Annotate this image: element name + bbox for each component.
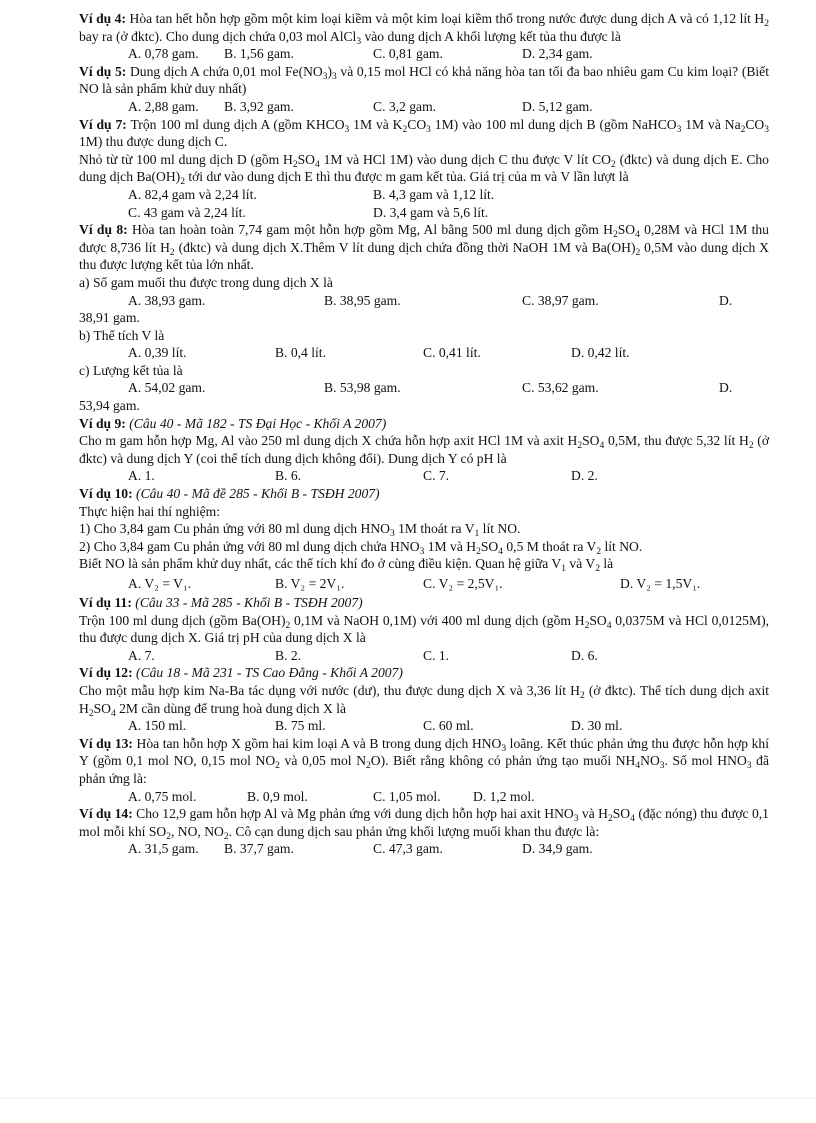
option-b: B. V₂ = 2V₁.	[275, 576, 345, 591]
example-label: Ví dụ 4:	[79, 11, 127, 26]
option-d: D. 2.	[571, 468, 598, 484]
option-b: B. 38,95 gam.	[324, 292, 401, 308]
option-d: D. 34,9 gam.	[522, 841, 593, 857]
example-9	[79, 415, 769, 433]
option-d: D. 0,42 lít.	[571, 345, 630, 361]
option-d: D.	[719, 380, 733, 396]
option-a: A. 31,5 gam.	[128, 841, 199, 857]
source-note: (Câu 40 - Mã đề 285 - Khối B - TSĐH 2007)	[132, 486, 380, 502]
option-a: A. 38,93 gam.	[128, 292, 206, 308]
option-d: D. 3,4 gam và 5,6 lít.	[373, 204, 489, 220]
options-row	[79, 379, 769, 397]
option-b: B. 37,7 gam.	[224, 841, 294, 857]
options-row	[79, 344, 769, 362]
option-c: C. 1.	[423, 647, 450, 663]
example-label: Ví dụ 12:	[79, 665, 133, 681]
option-a: A. 7.	[128, 647, 155, 663]
option-d: D. 6.	[571, 647, 598, 663]
options-row	[79, 292, 769, 310]
option-c: C. 7.	[423, 468, 450, 484]
option-c: C. 47,3 gam.	[373, 841, 443, 857]
option-d: D.	[719, 292, 733, 308]
option-a: A. 0,75 mol.	[128, 788, 197, 804]
option-b: B. 0,4 lít.	[275, 345, 326, 361]
option-b: B. 75 ml.	[275, 718, 326, 734]
page-footer-rule	[0, 1098, 816, 1099]
example-label: Ví dụ 10:	[79, 486, 133, 502]
options-row	[79, 204, 769, 222]
option-c: C. 43 gam và 2,24 lít.	[128, 204, 246, 220]
example-label: Ví dụ 5:	[79, 63, 127, 79]
option-b: B. 1,56 gam.	[224, 46, 294, 62]
option-d-wrap: 38,91 gam.	[79, 310, 140, 326]
option-b: B. 53,98 gam.	[324, 380, 401, 396]
question-a: a) Số gam muối thu được trong dung dịch X là	[79, 274, 333, 290]
option-c: C. 53,62 gam.	[522, 380, 599, 396]
source-note: (Câu 18 - Mã 231 - TS Cao Đẳng - Khối A 2007)	[132, 665, 403, 681]
example-label: Ví dụ 13:	[79, 735, 133, 751]
options-row	[79, 840, 769, 858]
option-c: C. 1,05 mol.	[373, 788, 441, 804]
experiment-2: 2) Cho 3,84 gam Cu phản ứng với 80 ml dung dịch chứa $HNO_3$ 1M và $H_2SO_4$ 0,5 M thoát ra $V_2$ lít NO.	[79, 538, 643, 557]
options-row	[79, 467, 769, 485]
options-row	[79, 647, 769, 665]
relation-question: Biết NO là sản phẩm khử duy nhất, các thể tích khí đo ở cùng điều kiện. Quan hệ giữa $V_1$ và $V_2$ là	[79, 556, 614, 575]
example-label: Ví dụ 8:	[79, 222, 128, 238]
example-4: Ví dụ 4: Hòa tan hết hỗn hợp gồm một kim loại kiềm và một kim loại kiềm thổ trong nước được dung dịch A và có 1,12 lít $H_2$ bay ra (ở đktc). Cho dung dịch chứa 0,03 mol AlCl$_3$ vào dung dịch A khối lượng kết tủa thu được là	[79, 11, 769, 47]
option-a: A. 1.	[128, 468, 155, 484]
option-b: B. 6.	[275, 468, 302, 484]
option-a: A. 0,39 lít.	[128, 345, 187, 361]
option-a: A. 150 ml.	[128, 718, 187, 734]
options-row	[79, 98, 769, 116]
source-note: (Câu 33 - Mã 285 - Khối B - TSĐH 2007)	[131, 595, 363, 610]
intro-line: Thực hiện hai thí nghiệm:	[79, 503, 221, 519]
source-note: (Câu 40 - Mã 182 - TS Đại Học - Khối A 2007)	[125, 415, 387, 431]
option-b: B. 0,9 mol.	[247, 788, 308, 804]
option-c: C. 0,41 lít.	[423, 345, 481, 361]
options-row	[79, 186, 769, 204]
example-13: Ví dụ 13: Hòa tan hỗn hợp X gồm hai kim loại A và B trong dung dịch $HNO_3$ loãng. Kết thúc phản ứng thu được hỗn hợp khí Y (gồm 0,1 mol NO, 0,15 mol $NO_2$ và 0,05 mol $N_2O$). Biết rằng không có phản ứng tạo muối $NH_4NO_3$. Số mol $HNO_3$ đã phản ứng là:	[79, 735, 769, 786]
options-row	[79, 717, 769, 735]
question-b: b) Thể tích V là	[79, 327, 165, 343]
option-d: D. 1,2 mol.	[473, 788, 535, 804]
example-11	[79, 594, 769, 612]
option-a: A. 82,4 gam và 2,24 lít.	[128, 186, 257, 202]
option-b: B. 4,3 gam và 1,12 lít.	[373, 186, 495, 202]
option-a: A. 2,88 gam.	[128, 98, 199, 114]
option-a: A. V₂ = V₁.	[128, 576, 192, 591]
option-a: A. 0,78 gam.	[128, 46, 199, 62]
option-b: B. 2.	[275, 647, 302, 663]
example-7-part-2: Nhỏ từ từ 100 ml dung dịch D (gồm $H_2SO_4$ 1M và HCl 1M) vào dung dịch C thu được V lít $CO_2$ (đktc) và dung dịch E. Cho dung dịch $Ba(OH)_2$ tới dư vào dung dịch E thì thu được m gam kết tủa. Giá trị của m và V lần lượt là	[79, 151, 769, 188]
option-d-wrap: 53,94 gam.	[79, 398, 140, 414]
example-11-body: Trộn 100 ml dung dịch (gồm $Ba(OH)_2$ 0,1M và NaOH 0,1M) với 400 ml dung dịch (gồm $H_2SO_4$ 0,0375M và HCl 0,0125M), thu được dung dịch X. Giá trị pH của dung dịch X là	[79, 612, 769, 646]
example-5: Ví dụ 5: Dung dịch A chứa 0,01 mol $Fe(NO_3)_3$ và 0,15 mol HCl có khả năng hòa tan tối đa bao nhiêu gam Cu kim loại? (Biết NO là sản phẩm khử duy nhất)	[79, 63, 769, 97]
options-row	[79, 45, 769, 63]
option-c: C. 0,81 gam.	[373, 46, 443, 62]
experiment-1: 1) Cho 3,84 gam Cu phản ứng với 80 ml dung dịch $HNO_3$ 1M thoát ra $V_1$ lít NO.	[79, 521, 521, 540]
question-c: c) Lượng kết tủa là	[79, 362, 183, 378]
example-label: Ví dụ 14:	[79, 806, 133, 822]
option-a: A. 54,02 gam.	[128, 380, 206, 396]
option-d: D. V₂ = 1,5V₁.	[620, 576, 701, 591]
option-d: D. 2,34 gam.	[522, 46, 593, 62]
example-label: Ví dụ 7:	[79, 116, 127, 132]
example-8: Ví dụ 8: Hòa tan hoàn toàn 7,74 gam một hỗn hợp gồm Mg, Al bằng 500 ml dung dịch gồm $H_2SO_4$ 0,28M và HCl 1M thu được 8,736 lít $H_2$ (đktc) và dung dịch X.Thêm V lít dung dịch chứa đồng thời NaOH 1M và $Ba(OH)_2$ 0,5M vào dung dịch X thu được lượng kết tủa lớn nhất.	[79, 222, 770, 273]
example-7: Ví dụ 7: Trộn 100 ml dung dịch A (gồm $KHCO_3$ 1M và $K_2CO_3$ 1M) vào 100 ml dung dịch B (gồm NaHCO$_3$ 1M và $Na_2CO_3$ 1M) thu được dung dịch C.	[79, 116, 769, 150]
option-c: C. 60 ml.	[423, 718, 474, 734]
example-14: Ví dụ 14: Cho 12,9 gam hỗn hợp Al và Mg phản ứng với dung dịch hỗn hợp hai axit $HNO_3$ và $H_2SO_4$ (đặc nóng) thu được 0,1 mol mỗi khí $SO_2$, NO, $NO_2$. Cô cạn dung dịch sau phản ứng khối lượng muối khan thu được là:	[79, 806, 769, 842]
example-9-body: Cho m gam hỗn hợp Mg, Al vào 250 ml dung dịch X chứa hỗn hợp axit HCl 1M và axit $H_2SO_4$ 0,5M, thu được 5,32 lít $H_2$ (ở đktc) và dung dịch Y (coi thể tích dung dịch không đổi). Dung dịch Y có pH là	[79, 433, 770, 466]
options-row	[79, 573, 769, 594]
example-label: Ví dụ 11:	[79, 595, 132, 610]
options-row	[79, 788, 769, 806]
option-d: D. 5,12 gam.	[522, 98, 593, 114]
option-c: C. V₂ = 2,5V₁.	[423, 576, 503, 591]
option-d: D. 30 ml.	[571, 718, 623, 734]
example-10	[79, 485, 769, 503]
option-c: C. 38,97 gam.	[522, 292, 599, 308]
document-page	[79, 10, 769, 858]
option-b: B. 3,92 gam.	[224, 98, 294, 114]
example-12-body: Cho một mẫu hợp kim Na-Ba tác dụng với nước (dư), thu được dung dịch X và 3,36 lít $H_2$ (ở đktc). Thể tích dung dịch axit $H_2SO_4$ 2M cần dùng để trung hoà dung dịch X là	[79, 682, 769, 719]
example-label: Ví dụ 9:	[79, 415, 126, 431]
option-c: C. 3,2 gam.	[373, 98, 437, 114]
example-12	[79, 664, 769, 682]
